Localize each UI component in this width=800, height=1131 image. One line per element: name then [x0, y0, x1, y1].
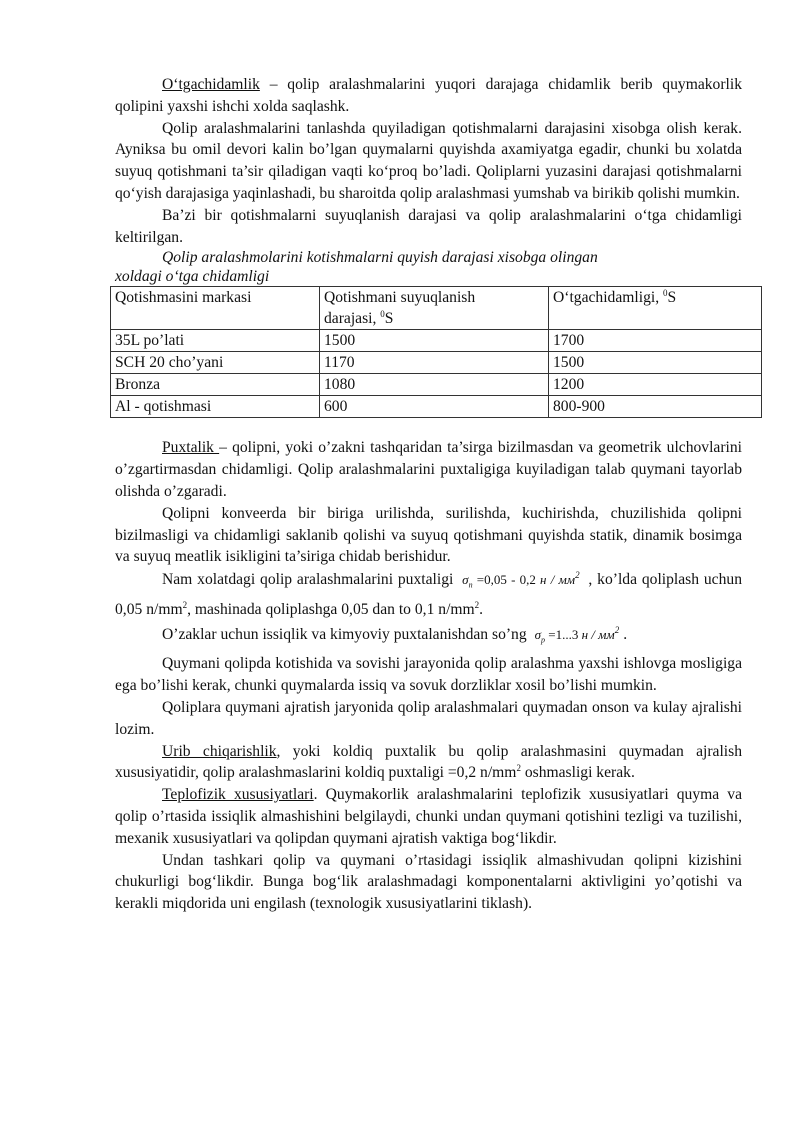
table-row: [111, 330, 762, 352]
paragraph-heat-exchange: Undan tashkari qolip va quymani o’rtasidagi issiqlik almashivudan qolipni kizishini chukurligi bog‘likdir. Bunga bog‘lik aralashmadagi komponentalarni aktivligini yo’qotishi va kerakli miqdorida uni engilash (texnologik xususiyatlarini tiklash).: [115, 851, 742, 913]
cell-refractoriness: 1200: [549, 374, 762, 396]
unit-sup: 2: [516, 763, 521, 774]
paragraph-text: – qolipni, yoki o’zakni tashqaridan ta’sirga bizilmasdan va geometrik ulchovlarini o’zgartirmasdan chidamligi. Qolip aralashmalarini puxtaligiga kuyiladigan talab quymani tayorlab olishda o’zgaradi.: [115, 439, 742, 500]
spacer: [115, 418, 742, 437]
paragraph-wet-strength: [115, 568, 742, 622]
table-row: [111, 396, 762, 418]
table-row: [111, 352, 762, 374]
sigma-symbol: σ: [534, 626, 541, 642]
formula-sup: 2: [614, 624, 620, 635]
refractoriness-table: [110, 286, 762, 418]
formula-value: =0,05 - 0,2: [472, 572, 541, 588]
paragraph-core-strength: [115, 622, 742, 654]
paragraph-text: – qolip aralashmalarini yuqori darajaga chidamlik berib quymakorlik qolipini yaxshi ishchi xolda saqlashk.: [115, 76, 742, 115]
paragraph-text: .: [623, 625, 628, 643]
formula-unit: н / мм: [540, 572, 576, 588]
term-thermophysical: Teplofizik xususiyatlari: [162, 786, 314, 804]
degree-sup: 0: [380, 309, 385, 320]
formula-wet-strength: [458, 570, 583, 590]
cell-refractoriness: 800-900: [549, 396, 762, 418]
cell-refractoriness: 1700: [549, 330, 762, 352]
paragraph-table-intro: Ba’zi bir qotishmalarni suyuqlanish darajasi va qolip aralashmalarini o‘tga chidamligi keltirilgan.: [115, 206, 742, 246]
paragraph-thermophysical: [115, 784, 742, 849]
header-refractoriness-text: O‘tgachidamligi,: [553, 289, 663, 307]
formula-unit: н / мм: [581, 626, 615, 642]
unit-sup: 2: [474, 599, 480, 610]
paragraph-separation: Qoliplara quymani ajratish jaryonida qolip aralashmalari quymadan onson va kulay ajralishi lozim.: [115, 698, 742, 738]
table-row: [111, 374, 762, 396]
formula-subscript: n: [468, 580, 473, 590]
formula-value: =1...3: [544, 626, 582, 642]
term-knockout: Urib chiqarishlik: [162, 742, 277, 760]
term-strength: Puxtalik: [162, 439, 220, 457]
cell-melting: 600: [320, 396, 549, 418]
paragraph-text: . Quymakorlik aralashmalarini teplofizik xususiyatlari quyma va qolip o’rtasida issiqlik almashishini belgilaydi, chunki undan quymani qotishini tezligi va tuzilishi, mexanik xususiyatlari va qolipdan quymani ajratish vaktiga bog‘likdir.: [115, 786, 742, 847]
paragraph-refractoriness: [115, 74, 742, 118]
cell-melting: 1500: [320, 330, 549, 352]
cell-alloy: SCH 20 cho’yani: [111, 352, 320, 374]
term-refractoriness: O‘tgachidamlik: [162, 76, 260, 93]
header-melting-line1: Qotishmani suyuqlanish: [324, 289, 476, 307]
cell-alloy: 35L po’lati: [111, 330, 320, 352]
paragraph-alloy-selection: Qolip aralashmalarini tanlashda quyiladigan qotishmalarni darajasini xisobga olish kerak. Ayniksa bu omil devori kalin bo’lgan quymalarni quyishda axamiyatga egadir, chunki bu xolatda suyuq qotishmani ta’sir qiladigan vaqti ko‘proq bo’ladi. Qoliplarni yuzasini darajasi qotishmalarni qo‘yish darajasiga yaqinlashadi, bu sharoitda qolip aralashmasi yumshab va birikib qolishi mumkin.: [115, 119, 742, 202]
paragraph-strength: [115, 437, 742, 502]
cell-melting: 1080: [320, 374, 549, 396]
degree-sup: 0: [663, 288, 668, 299]
paragraph-text: oshmasligi kerak.: [520, 764, 635, 782]
paragraph-text: O’zaklar uchun issiqlik va kimyoviy puxtalanishdan so’ng: [162, 625, 531, 643]
header-alloy-grade: Qotishmasini markasi: [111, 287, 320, 330]
header-melting-line2: darajasi,: [324, 310, 381, 328]
formula-sup: 2: [575, 570, 580, 581]
cell-alloy: Bronza: [111, 374, 320, 396]
table-caption: Qolip aralashmolarini kotishmalarni quyish darajasi xisobga olingan: [162, 249, 598, 267]
unit: S: [667, 289, 677, 307]
unit-sup: 2: [182, 599, 188, 610]
unit: S: [384, 310, 394, 328]
paragraph-text: Nam xolatdagi qolip aralashmalarini puxtaligi: [162, 571, 459, 589]
paragraph-knockout: [115, 741, 742, 785]
paragraph-text: , mashinada qoliplashga 0,05 dan to 0,1 n/mm: [187, 600, 475, 618]
formula-core-strength: [531, 624, 624, 645]
paragraph-compliance: Quymani qolipda kotishida va sovishi jarayonida qolip aralashma yaxshi ishlovga mosligiga ega bo’lishi kerak, chunki quymalarda issiq va sovuk dorzliklar xosil bo’lishi mumkin.: [115, 655, 742, 695]
paragraph-text: .: [479, 600, 484, 618]
paragraph-conveyor: Qolipni konveerda bir biriga urilishda, surilishda, kuchirishda, chuzilishida qolipni bizilmasligi va chidamligi saklanib qolishi va suyuq qotishmani quyishda statik, dinamik bosimga va suyuq meatlik isikligini ta’siriga chidab berishidur.: [115, 504, 742, 566]
document-page: [115, 74, 742, 915]
cell-melting: 1170: [320, 352, 549, 374]
paragraph-text: , yoki koldiq puxtalik bu qolip aralashmasini quymadan ajralish xususiyatidir, qolip aralashmaslarini koldiq puxtaligi =0,2 n/mm: [115, 742, 742, 782]
formula-subscript: p: [540, 635, 545, 645]
paragraph-text: , ko’lda qoliplash uchun 0,05 n/mm: [115, 571, 742, 618]
table-caption-line2: xoldagi o‘tga chidamligi: [115, 268, 270, 286]
cell-alloy: Al - qotishmasi: [111, 396, 320, 418]
cell-refractoriness: 1500: [549, 352, 762, 374]
sigma-symbol: σ: [462, 572, 469, 588]
table-header-row: [111, 287, 762, 330]
header-refractoriness: [549, 287, 762, 330]
header-melting-temp: [320, 287, 549, 330]
